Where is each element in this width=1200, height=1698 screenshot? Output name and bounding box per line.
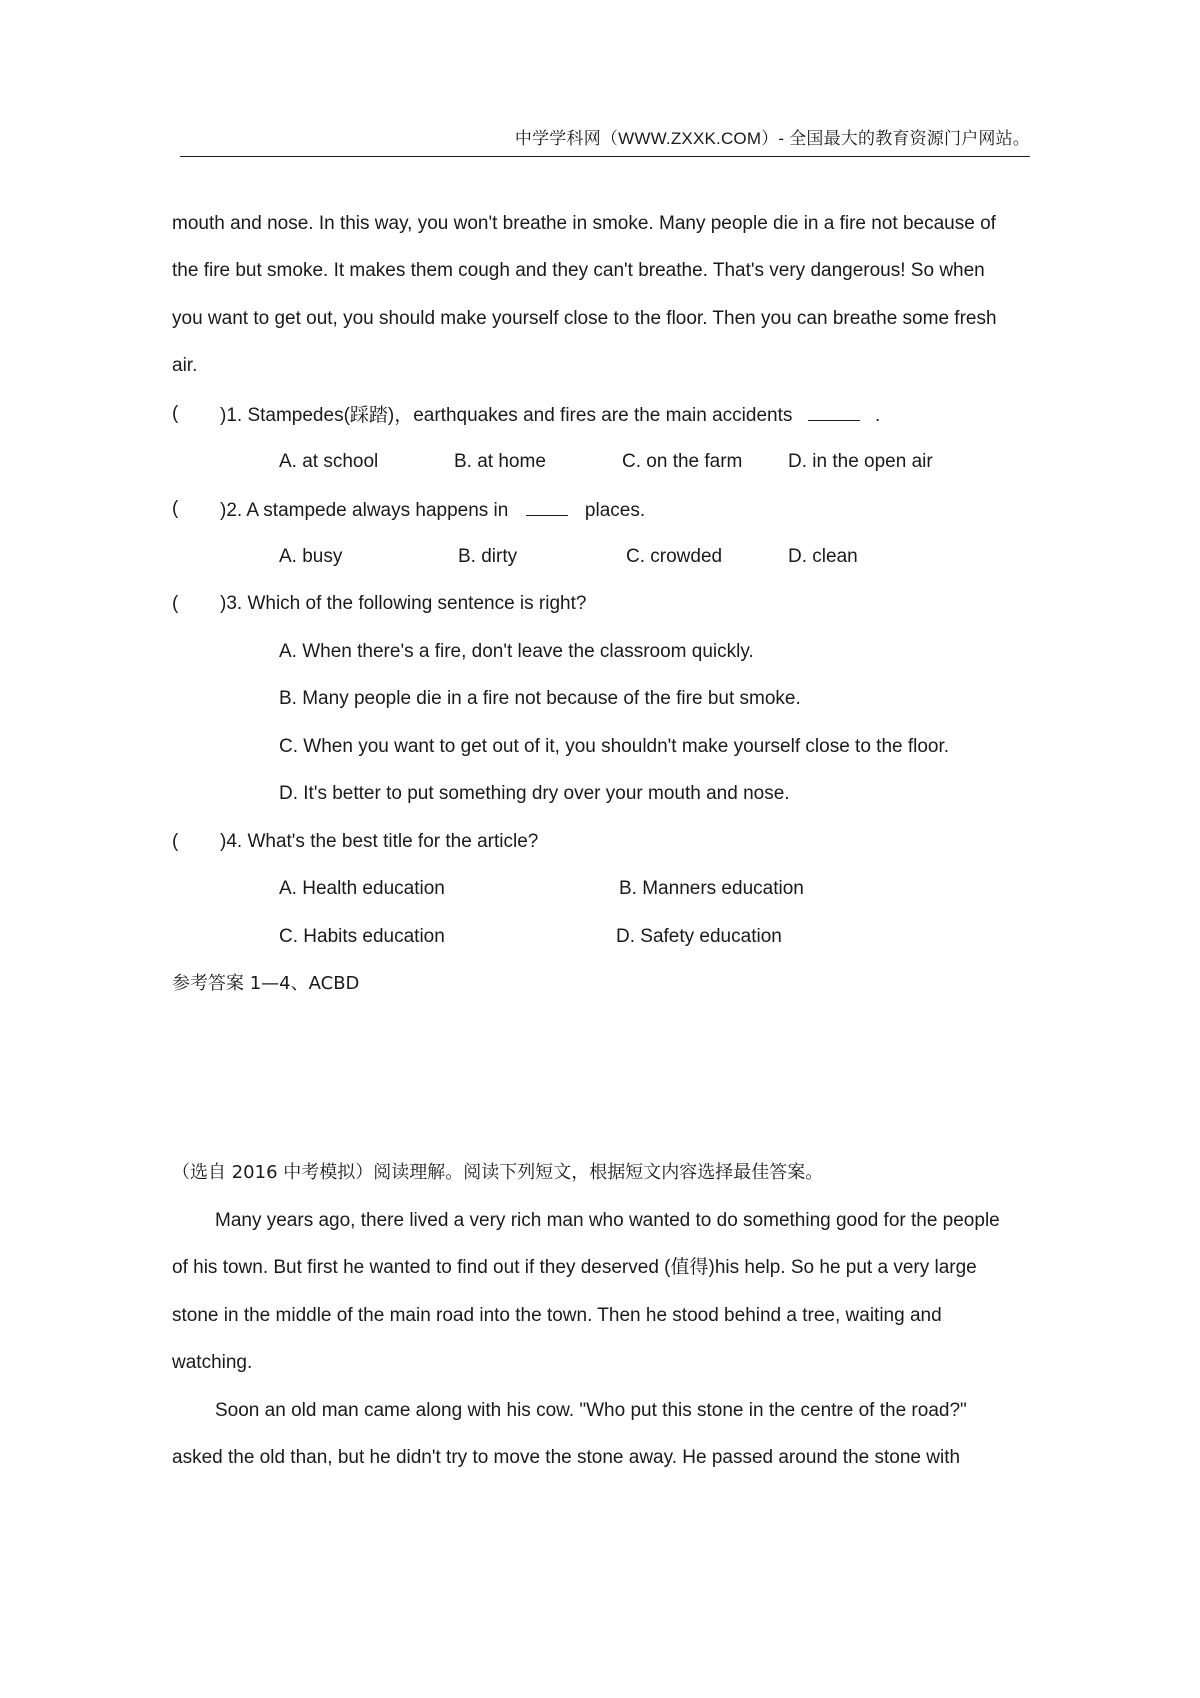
- answer-paren[interactable]: (: [172, 831, 179, 852]
- option-a[interactable]: A. When there's a fire, don't leave the classroom quickly.: [279, 641, 754, 662]
- option-a[interactable]: A. busy: [279, 546, 343, 567]
- option-d[interactable]: D. clean: [788, 546, 858, 567]
- passage-line: stone in the middle of the main road into the town. Then he stood behind a tree, waiting and: [172, 1305, 942, 1326]
- option-c[interactable]: C. on the farm: [622, 451, 743, 472]
- question-text: )4. What's the best title for the article?: [220, 831, 539, 852]
- answer-paren[interactable]: (: [172, 498, 179, 519]
- passage-line: the fire but smoke. It makes them cough and they can't breathe. That's very dangerous! So when: [172, 260, 985, 281]
- answer-blank: [808, 402, 860, 421]
- passage-line: Many years ago, there lived a very rich man who wanted to do something good for the people: [215, 1210, 1000, 1231]
- question-text: )3. Which of the following sentence is right?: [220, 593, 587, 614]
- header-text: 中学学科网（WWW.ZXXK.COM）- 全国最大的教育资源门户网站。: [514, 129, 1030, 148]
- option-c[interactable]: C. When you want to get out of it, you shouldn't make yourself close to the floor.: [279, 736, 950, 757]
- passage-line: watching.: [172, 1352, 253, 1373]
- option-d[interactable]: D. It's better to put something dry over your mouth and nose.: [279, 783, 790, 804]
- page-header: [180, 128, 1030, 157]
- passage-line: Soon an old man came along with his cow. "Who put this stone in the centre of the road?": [215, 1400, 967, 1421]
- option-b[interactable]: B. at home: [454, 451, 546, 472]
- question-text: )1. Stampedes(踩踏)，earthquakes and fires are the main accidents: [220, 405, 793, 426]
- passage-line: air.: [172, 355, 198, 376]
- question-stem: [220, 402, 880, 428]
- section-instruction: （选自 2016 中考模拟）阅读理解。阅读下列短文，根据短文内容选择最佳答案。: [172, 1162, 824, 1183]
- passage-line: you want to get out, you should make yourself close to the floor. Then you can breathe some fresh: [172, 308, 997, 329]
- option-a[interactable]: A. Health education: [279, 878, 445, 899]
- answer-key: 参考答案 1—4、ACBD: [172, 973, 360, 994]
- option-d[interactable]: D. in the open air: [788, 451, 933, 472]
- option-d[interactable]: D. Safety education: [616, 926, 782, 947]
- option-b[interactable]: B. dirty: [458, 546, 518, 567]
- question-text-end: places.: [584, 500, 646, 521]
- passage-line: of his town. But first he wanted to find out if they deserved (值得)his help. So he put a very large: [172, 1257, 977, 1278]
- passage-line: asked the old than, but he didn't try to move the stone away. He passed around the stone with: [172, 1447, 961, 1468]
- question-text-end: .: [874, 405, 881, 426]
- option-a[interactable]: A. at school: [279, 451, 379, 472]
- passage-line: mouth and nose. In this way, you won't breathe in smoke. Many people die in a fire not because of: [172, 213, 996, 234]
- option-b[interactable]: B. Many people die in a fire not because of the fire but smoke.: [279, 688, 801, 709]
- answer-blank: [526, 497, 568, 516]
- answer-paren[interactable]: (: [172, 593, 179, 614]
- option-c[interactable]: C. crowded: [626, 546, 723, 567]
- question-stem: [220, 497, 645, 523]
- option-b[interactable]: B. Manners education: [619, 878, 804, 899]
- question-text: )2. A stampede always happens in: [220, 500, 509, 521]
- answer-paren[interactable]: (: [172, 403, 179, 424]
- option-c[interactable]: C. Habits education: [279, 926, 445, 947]
